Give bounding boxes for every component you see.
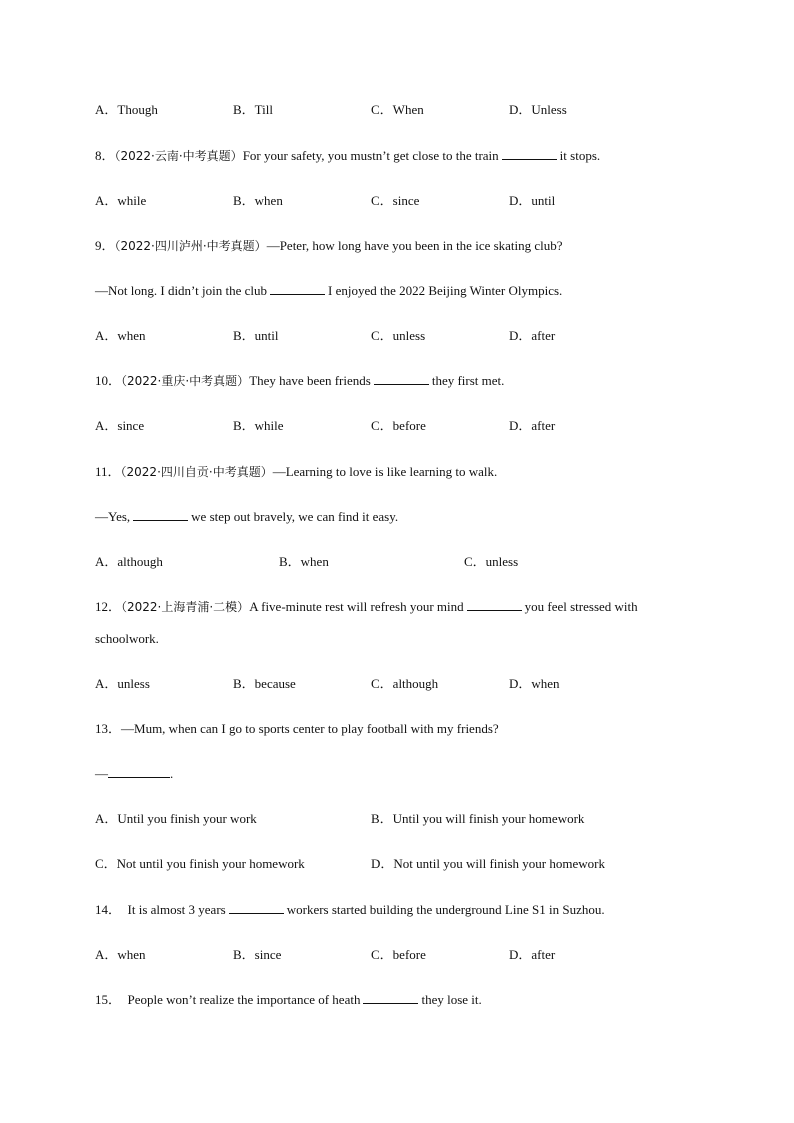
- q7-option-c: C．When: [371, 102, 424, 117]
- stem-text: workers started building the underground Line S1 in Suzhou.: [286, 902, 605, 917]
- q11-stem: [95, 464, 497, 480]
- answer-blank: [374, 373, 429, 385]
- stem-text: they lose it.: [421, 992, 482, 1007]
- q13-line2: [95, 766, 173, 782]
- question-number: 11．: [95, 464, 121, 479]
- q11-line2: [95, 509, 398, 525]
- stem-text: —Mum, when can I go to sports center to play football with my friends?: [121, 721, 499, 736]
- q8-option-a: A．while: [95, 193, 147, 208]
- q13-option-a: A．Until you finish your work: [95, 811, 257, 826]
- q9-option-c: C．unless: [371, 328, 426, 343]
- q7-option-a: A．Though: [95, 102, 158, 117]
- question-number: 13．: [95, 721, 122, 736]
- q11-option-c: C．unless: [464, 554, 519, 569]
- question-number: 9．: [95, 238, 115, 253]
- q12-stem: [95, 599, 638, 615]
- answer-blank: [270, 283, 325, 295]
- answer-blank: [502, 148, 557, 160]
- q10-stem: [95, 373, 504, 389]
- q9-option-a: A．when: [95, 328, 146, 343]
- q7-option-b: B．Till: [233, 102, 273, 117]
- q10-option-c: C．before: [371, 418, 426, 433]
- answer-blank: [467, 599, 522, 611]
- stem-text: It is almost 3 years: [127, 902, 226, 917]
- question-number: 12．: [95, 599, 122, 614]
- q12-option-c: C．although: [371, 676, 439, 691]
- stem-text: you feel stressed with: [524, 599, 638, 614]
- stem-text: they first met.: [431, 373, 505, 388]
- q10-option-a: A．since: [95, 418, 145, 433]
- q11-option-b: B．when: [279, 554, 329, 569]
- stem-text: .: [170, 766, 174, 781]
- q12-option-b: B．because: [233, 676, 296, 691]
- q14-option-d: D．after: [509, 947, 556, 962]
- q8-option-c: C．since: [371, 193, 420, 208]
- stem-text: we step out bravely, we can find it easy.: [191, 509, 399, 524]
- q14-stem: [95, 902, 605, 918]
- q12-line2: schoolwork.: [95, 631, 159, 646]
- stem-text: I enjoyed the 2022 Beijing Winter Olympics.: [328, 283, 563, 298]
- q9-option-b: B．until: [233, 328, 279, 343]
- q11-option-a: A．although: [95, 554, 163, 569]
- q13-option-c: C．Not until you finish your homework: [95, 856, 305, 871]
- answer-blank: [363, 992, 418, 1004]
- q13-option-b: B．Until you will finish your homework: [371, 811, 585, 826]
- q12-option-d: D．when: [509, 676, 560, 691]
- q9-stem: [95, 238, 563, 254]
- stem-text: People won’t realize the importance of heath: [127, 992, 361, 1007]
- q8-option-d: D．until: [509, 193, 556, 208]
- question-source: （2022·四川泸州·中考真题）: [114, 239, 267, 253]
- q14-option-c: C．before: [371, 947, 426, 962]
- stem-text: it stops.: [559, 148, 601, 163]
- q8-stem: [95, 148, 600, 164]
- q13-option-d: D．Not until you will finish your homework: [371, 856, 605, 871]
- q12-option-a: A．unless: [95, 676, 150, 691]
- stem-text: A five-minute rest will refresh your mind: [249, 599, 464, 614]
- question-number: 10．: [95, 373, 122, 388]
- question-source: （2022·云南·中考真题）: [114, 149, 243, 163]
- q8-option-b: B．when: [233, 193, 283, 208]
- q7-option-d: D．Unless: [509, 102, 567, 117]
- question-number: 8．: [95, 148, 115, 163]
- q14-option-b: B．since: [233, 947, 282, 962]
- question-number: 15．: [95, 992, 122, 1007]
- q13-stem: [95, 721, 499, 737]
- stem-text: —Yes,: [95, 509, 131, 524]
- q15-stem: [95, 992, 482, 1008]
- question-number: 14．: [95, 902, 122, 917]
- question-source: （2022·上海青浦·二模）: [121, 600, 250, 614]
- q10-option-b: B．while: [233, 418, 284, 433]
- question-source: （2022·四川自贡·中考真题）: [120, 465, 273, 479]
- q9-option-d: D．after: [509, 328, 556, 343]
- q14-option-a: A．when: [95, 947, 146, 962]
- q9-line2: [95, 283, 562, 299]
- stem-text: For your safety, you mustn’t get close to the train: [242, 148, 499, 163]
- answer-blank: [108, 766, 170, 778]
- stem-text: —Not long. I didn’t join the club: [95, 283, 267, 298]
- answer-blank: [133, 509, 188, 521]
- question-source: （2022·重庆·中考真题）: [121, 374, 250, 388]
- q10-option-d: D．after: [509, 418, 556, 433]
- stem-text: —: [95, 766, 108, 781]
- stem-text: They have been friends: [249, 373, 371, 388]
- stem-text: —Peter, how long have you been in the ice skating club?: [266, 238, 563, 253]
- stem-text: —Learning to love is like learning to walk.: [272, 464, 498, 479]
- answer-blank: [229, 902, 284, 914]
